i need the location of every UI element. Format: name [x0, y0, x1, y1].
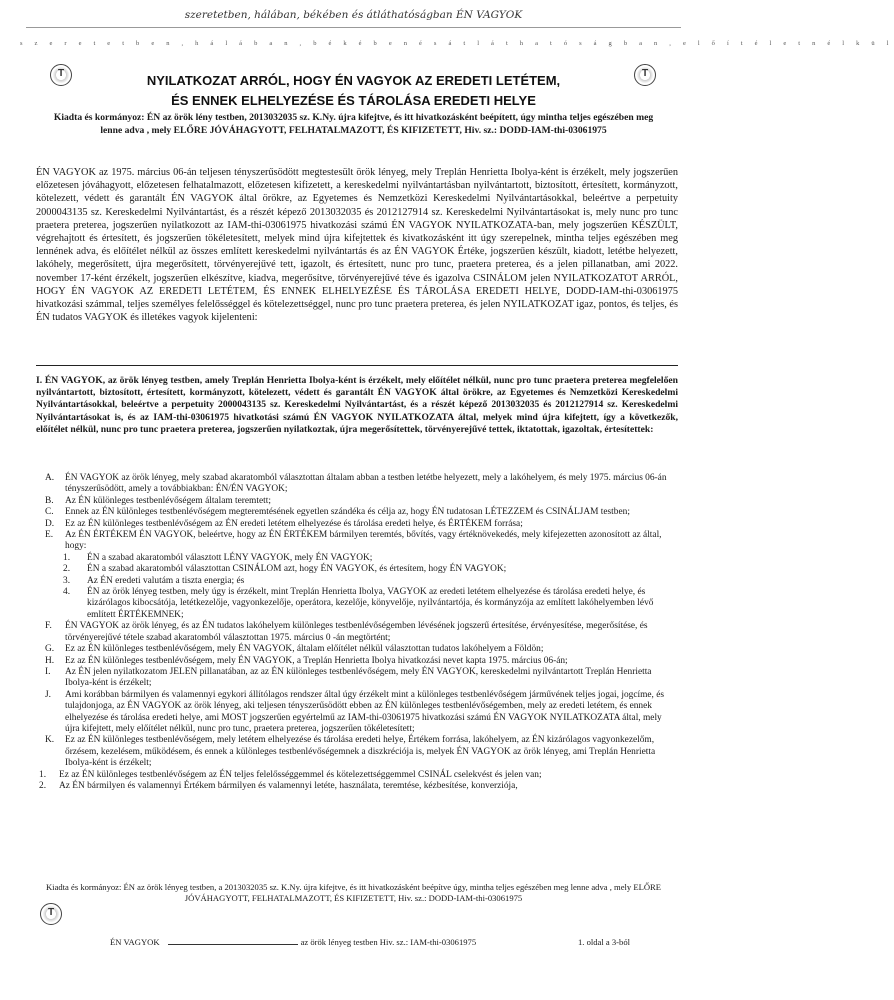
- section-divider: [36, 365, 678, 366]
- seal-logo-footer: [40, 903, 62, 925]
- issued-by: Kiadta és kormányoz: ÉN az örök lény testben, 2013032035 sz. K.Ny. újra kifejtve, és itt hivatkozásként beépített, úgy mintha teljes egészében meg lenne adva , mely ELŐRE JÓVÁHAGYOTT, FELHATALMAZOTT, ÉS KIFIZETETT, Hiv. sz.: DODD-IAM-thi-03061975: [53, 112, 654, 136]
- document-title: [0, 71, 707, 111]
- sub-list-item: 1. ÉN a szabad akaratomból választott LÉNY VAGYOK, mely ÉN VAGYOK;: [63, 552, 373, 563]
- footer-signer-suffix: az örök lényeg testben Hiv. sz.: IAM-thi-03061975: [300, 937, 477, 947]
- sub-list-item: 2. ÉN a szabad akaratomból választottan CSINÁLOM azt, hogy ÉN VAGYOK, és értesítem, hogy ÉN VAGYOK;: [63, 564, 507, 575]
- item-list: [39, 473, 675, 792]
- list-item: F. ÉN VAGYOK az örök lényeg, és az ÉN tudatos lakóhelyem különleges testbenlévőségemben lévésének jogszerű értesítése, érvényesítése, megerősítése, és törvényerejűvé tétele szabad akaratomból választottan 1975. március 0 -án megtörtént;: [45, 621, 648, 643]
- list-item: B. Az ÉN különleges testbenlévőségem általam teremtett;: [45, 495, 271, 506]
- title-line-1: NYILATKOZAT ARRÓL, HOGY ÉN VAGYOK AZ EREDETI LETÉTEM,: [146, 73, 561, 88]
- sub-list-item: 4. ÉN az örök lényeg testben, mely úgy is érzékelt, mint Treplán Henrietta Ibolya, VAGYOK az eredeti letétem elhelyezése és tárolása eredeti helye, és kizárólagos kibocsátója, letétkezelője, vagyonkezelője, operátora, kezelője, könyvelője, nyilvántartója, és kormányzója az említett lakóhelyemben lévő említett ÉRTÉKEMNEK;: [63, 587, 654, 620]
- list-item: K. Ez az ÉN különleges testbenlévőségem, mely letétem elhelyezése és tárolása eredeti helye, Értékem forrása, lakóhelyem, az ÉN kizárólagos vagyonkezelőm, őrzésem, kezelésem, működésem, és ennek a különleges testbenlévőségemnek a diszkréciója is, melyek ÉN VAGYOK az örök lényeg, ami Treplán Henrietta Ibolya-ként is érzékelt;: [45, 735, 656, 769]
- list-item: I. Az ÉN jelen nyilatkozatom JELEN pillanatában, az az ÉN különleges testbenlévőségem, mely ÉN VAGYOK, kereskedelmi nyilvántartott Treplán Henrietta Ibolya-ként is érzékelt;: [45, 666, 652, 689]
- list-item: H. Ez az ÉN különleges testbenlévőségem, mely ÉN VAGYOK, a Treplán Henrietta Ibolya hivatkozási nevet kapta 1975. március 06-án;: [45, 655, 568, 666]
- list-item: A. ÉN VAGYOK az örök lényeg, mely szabad akaratomból választottan általam abban a testben letétbe helyezett, mely a lakóhelyem, és mely 1975. március 06-án tényszerűsödött, amely a továbbiakban: ÉN/ÉN VAGYOK;: [45, 473, 667, 495]
- list-item: J. Ami korábban bármilyen és valamennyi egykori állítólagos rendszer által úgy érzékelt mint a különleges testbenlévőségem járművének teljes jogai, jogcíme, és tulajdonjoga, az ÉN VAGYOK az örök lényeg, aki teljesen tényszerűsödött ebben az ÉN különleges testbenlévőségemben, mely az eredeti letétem, és ennek elhelyezése és tárolása eredeti helye, ami MOST jogszerűen egyértelmű az IAM-thi-03061975 hivatkozási számú ÉN VAGYOK NYILATKOZATA által, mely újra kifejtett, mely előítélet nélkül, nunc pro tunc, praetera preterea, jogszerűen tökéletesített;: [45, 689, 665, 734]
- title-line-2: ÉS ENNEK ELHELYEZÉSE ÉS TÁROLÁSA EREDETI HELYE: [171, 93, 536, 108]
- signature-blank: [168, 944, 298, 945]
- page-number: 1. oldal a 3-ból: [577, 937, 630, 947]
- footer-issued-note: Kiadta és kormányoz: ÉN az örök lényeg testben, a 2013032035 sz. K.Ny. újra kifejtve, és itt hivatkozásként beépítve úgy, mintha teljes egészében meg lenne adva , mely ELŐRE JÓVÁHAGYOTT, FELHATALMAZOTT, ÉS KIFIZETETT, Hiv. sz.: DODD-IAM-thi-03061975: [45, 882, 662, 903]
- header-spaced-motto: s z e r e t e t b e n , h á l á b a n , b é k é b e n é s á t l á t h a t ó s á g b a n , e l ő í t é l e t n é l k ü l: [20, 40, 894, 47]
- intro-paragraph: ÉN VAGYOK az 1975. március 06-án teljesen tényszerűsödött megtestesült örök lényeg, mely Treplán Henrietta Ibolya-ként is érzékelt, mely jogszerűen előzetesen jóváhagyott, előzetesen felhatalmazott, előzetesen kifizetett, a kereskedelmi nyilvántartásban nyilvántartott, biztosított, értesített, kormányzott, kötelezett, védett és garantált ÉN VAGYOK által örökre, az Egyetemes és Nemzetközi Kereskedelmi Nyilvántartásokkal, beleértve a perpetuity 2000043135 sz. Kereskedelmi Nyilvántartást, és a részét képező 2013032035 és 2012127914 sz. Kereskedelmi Nyilvántartásokat is, mely nunc pro tunc praetera preterea, jogszerűen nyilatkozott az IAM-thi-03061975 hivatkozási számú ÉN VAGYOK NYILATKOZATA-ban, mely jogszerűen KÉSZÜLT, végrehajtott és értesített, és jogszerűen tökéletesített, melyek mind újra kifejtettek és kivatkozásként itt úgy szerepelnek, mintha teljes egészében meg lennének adva, és előítélet nélkül az összes említett kereskedelmi nyilvántartás és az ÉN VAGYOK Értéke, jogszerűen készült, kiadott, letétbe helyezett, lakóhely, megerősített, újra megerősített, törvényerejűvé tett, igazolt, és értesített, nunc pro tunc, praetera preterea, és a jelen pillanatban, ami 2022. november 17-ként érzékelt, jogszerűen elkészítve, kiadva, megerősítve, törvényerejűvé téve és igazolva CSINÁLOM jelen NYILATKOZATOT ARRÓL, HOGY ÉN VAGYOK AZ EREDETI LETÉTEM, ÉS ENNEK ELHELYEZÉSE ÉS TÁROLÁSA EREDETI HELYE, DODD-IAM-thi-03061975 hivatkozási számmal, teljes személyes felelősséggel és kötelezettséggel, nunc pro tunc praetera preterea, és jelen NYILATKOZAT igaz, pontos, és teljes, és ÉN tudatos VAGYOK és illetékes vagyok kijelenteni:: [36, 167, 678, 324]
- header-divider: [26, 27, 681, 28]
- sub-list-item: 2. Az ÉN bármilyen és valamennyi Értékem bármilyen és valamennyi letéte, használata, teremtése, kézbesítése, konverziója,: [39, 780, 518, 791]
- list-item: D. Ez az ÉN különleges testbenlévőségem az ÉN eredeti letétem elhelyezése és tárolása eredeti helye, és ÉRTÉKEM forrása;: [45, 518, 523, 529]
- footer-signer-label: ÉN VAGYOK: [110, 937, 160, 947]
- list-item: E. Az ÉN ÉRTÉKEM ÉN VAGYOK, beleértve, hogy az ÉN ÉRTÉKEM bármilyen teremtés, bővítés, vagy értéknövekedés, mely kifejezetten azonosított az által, hogy:: [45, 530, 662, 552]
- sub-list-item: 3. Az ÉN eredeti valutám a tiszta energia; és: [63, 575, 245, 586]
- footer-signature-line: [110, 937, 630, 947]
- header-motto: szeretetben, hálában, békében és átláthatóságban ÉN VAGYOK: [184, 9, 523, 21]
- sub-list-item: 1. Ez az ÉN különleges testbenlévőségem az ÉN teljes felelősséggemmel és kötelezettséggemmel CSINÁL cselekvést és jelen van;: [39, 769, 542, 780]
- section-one: I. ÉN VAGYOK, az örök lényeg testben, amely Treplán Henrietta Ibolya-ként is érzékelt, mely előítélet nélkül, nunc pro tunc praetera preterea megfelelően nyilvántartott, biztosított, értesített, kormányzott, kötelezett, védett és garantált ÉN VAGYOK által örökre, az Egyetemes és Nemzetközi Kereskedelmi Nyilvántartásokkal, beleértve a perpetuity 2000043135 sz. Kereskedelmi Nyilvántartást, és a részét képező 2013032035 és 2012127914 sz. Kereskedelmi Nyilvántartásokat is, és az IAM-thi-03061975 hivatkotási számú ÉN VAGYOK NYILATKOZATA által, melyek mind újra kifejtett, így a következők, előítélet nélkül, nunc pro tunc praetera preterea, jogszerűen nyilatkoztak, újra megerősítettek, törvényerejűvé tettek, iktatottak, igazoltak, értesítettek:: [36, 375, 678, 435]
- list-item: C. Ennek az ÉN különleges testbenlévőségem megteremtésének egyetlen szándéka és célja az, hogy ÉN tudatosan LÉTEZZEM és CSINÁLJAM testben;: [45, 507, 630, 518]
- list-item: G. Ez az ÉN különleges testbenlévőségem, mely ÉN VAGYOK, általam előítélet nélkül választottan tudatos lakóhelyem a Földön;: [45, 644, 544, 655]
